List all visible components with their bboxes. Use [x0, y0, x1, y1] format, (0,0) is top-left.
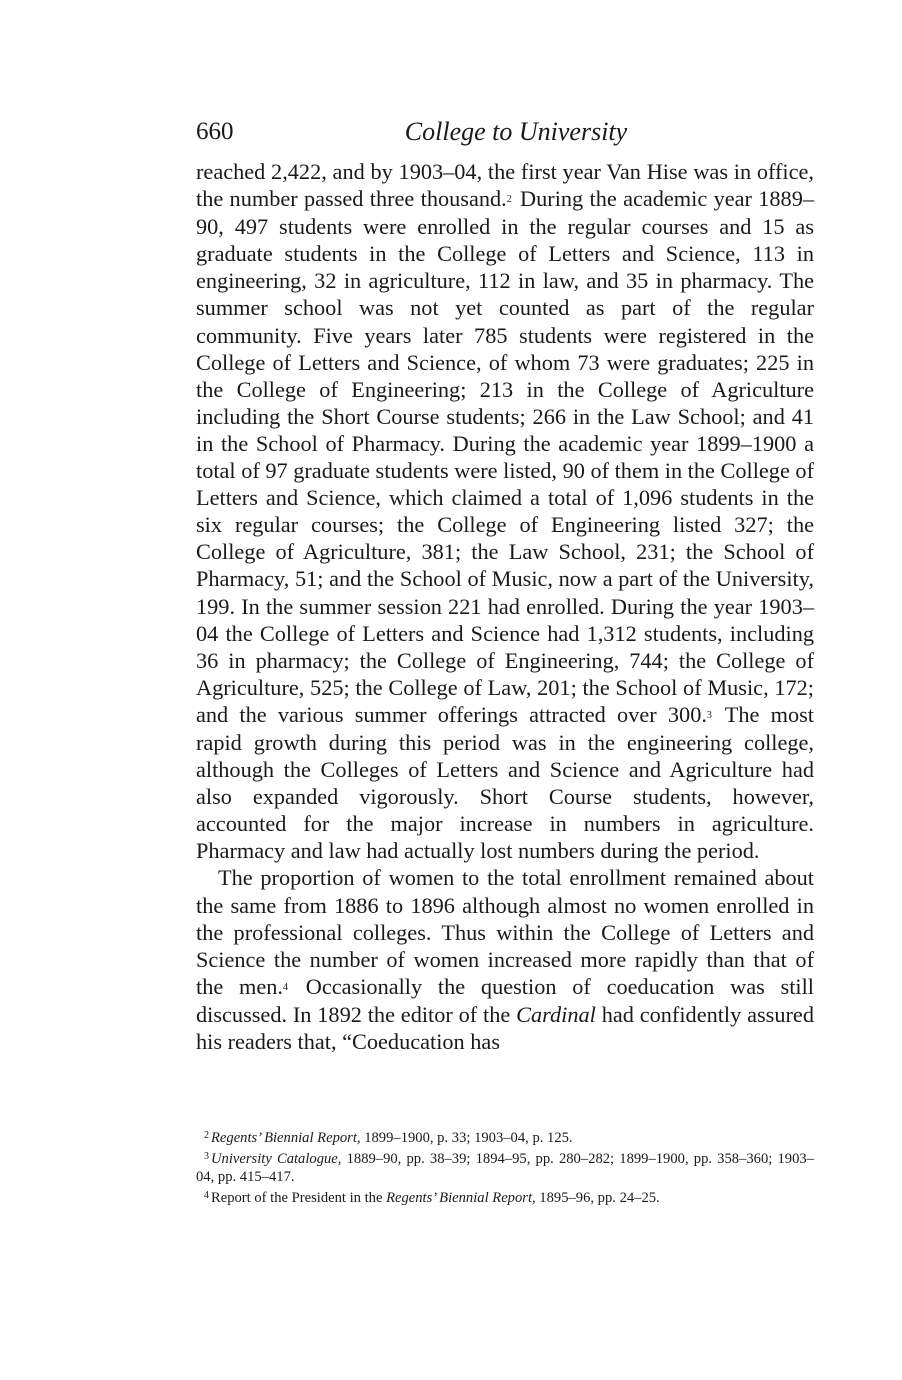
- text-run: The proportion of women to the total enrollment remained about the same from 1886 to 1896 although almost no women enrolled in the professional colleges. Thus within the College of Letters and Science the number of women increased more rapidly than that of the men.: [196, 865, 814, 999]
- text-run: reached 2,422, and by 1903–04, the first year Van Hise was in office, the number passed three thousand.: [196, 159, 814, 212]
- text-run: Occasionally the question of coeducation was still discussed. In 1892 the editor of the: [196, 973, 814, 1027]
- page-number: 660: [196, 118, 234, 145]
- text-run: had confidently assured his readers that, “Coeducation has: [196, 1001, 814, 1054]
- running-title: College to University: [404, 117, 628, 146]
- footnote-source: University Catalogue,: [211, 1150, 342, 1167]
- text-run: During the academic year 1889–90, 497 students were enrolled in the regular courses and 15 as graduate students in the College of Letters and Science, 113 in engineering, 32 in agriculture, 112 in law, and 35 in pharmacy. The summer school was not yet counted as part of the regular community. Five years later 785 students were registered in the College of Letters and Science, of whom 73 were graduates; 225 in the College of Engineering; 213 in the College of Agriculture including the Short Course students; 266 in the Law School; and 41 in the School of Pharmacy. During the academic year 1899–1900 a total of 97 graduate students were listed, 90 of them in the College of Letters and Science, which claimed a total of 1,096 students in the six regular courses; the College of Engineering listed 327; the College of Agriculture, 381; the Law School, 231; the School of Pharmacy, 51; and the School of Music, now a part of the University, 199. In the summer session 221 had enrolled. During the year 1903–04 the College of Letters and Science had 1,312 students, including 36 in pharmacy; the College of Engineering, 744; the College of Agriculture, 525; the College of Law, 201; the School of Music, 172; and the various summer offerings attracted over 300.: [196, 186, 814, 727]
- footnote-text: Report of the President in the: [211, 1189, 387, 1206]
- footnote-text: 1895–96, pp. 24–25.: [535, 1189, 660, 1206]
- running-head: [196, 112, 816, 152]
- footnote-3: [196, 1148, 814, 1187]
- footnote-ref-2: 2: [506, 194, 512, 206]
- footnote-ref-3: 3: [706, 709, 712, 721]
- footnote-text: 1889–90, pp. 38–39; 1894–95, pp. 280–282; 1899–1900, pp. 358–360; 1903–04, pp. 415–417.: [196, 1150, 814, 1185]
- footnote-4: [196, 1187, 814, 1208]
- footnote-text: 1899–1900, p. 33; 1903–04, p. 125.: [360, 1130, 573, 1146]
- footnote-source: Regents’ Biennial Report,: [386, 1189, 536, 1206]
- footnote-2: [196, 1127, 814, 1148]
- text-run: The most rapid growth during this period was in the engineering college, although the Colleges of Letters and Science and Agriculture had also expanded vigorously. Short Course students, however, accounted for the major increase in numbers in agriculture. Pharmacy and law had actually lost numbers during the period.: [196, 701, 814, 864]
- paragraph-1: [196, 158, 814, 864]
- footnote-ref-4: 4: [282, 981, 288, 993]
- footnotes: [196, 1127, 814, 1207]
- footnote-source: Regents’ Biennial Report,: [211, 1130, 361, 1146]
- italic-title: Cardinal: [516, 1001, 596, 1027]
- footnote-mark: 3: [204, 1150, 209, 1162]
- footnote-mark: 4: [204, 1189, 209, 1201]
- paragraph-2: [196, 864, 814, 1055]
- footnote-mark: 2: [204, 1130, 209, 1141]
- body-text: [196, 158, 814, 1055]
